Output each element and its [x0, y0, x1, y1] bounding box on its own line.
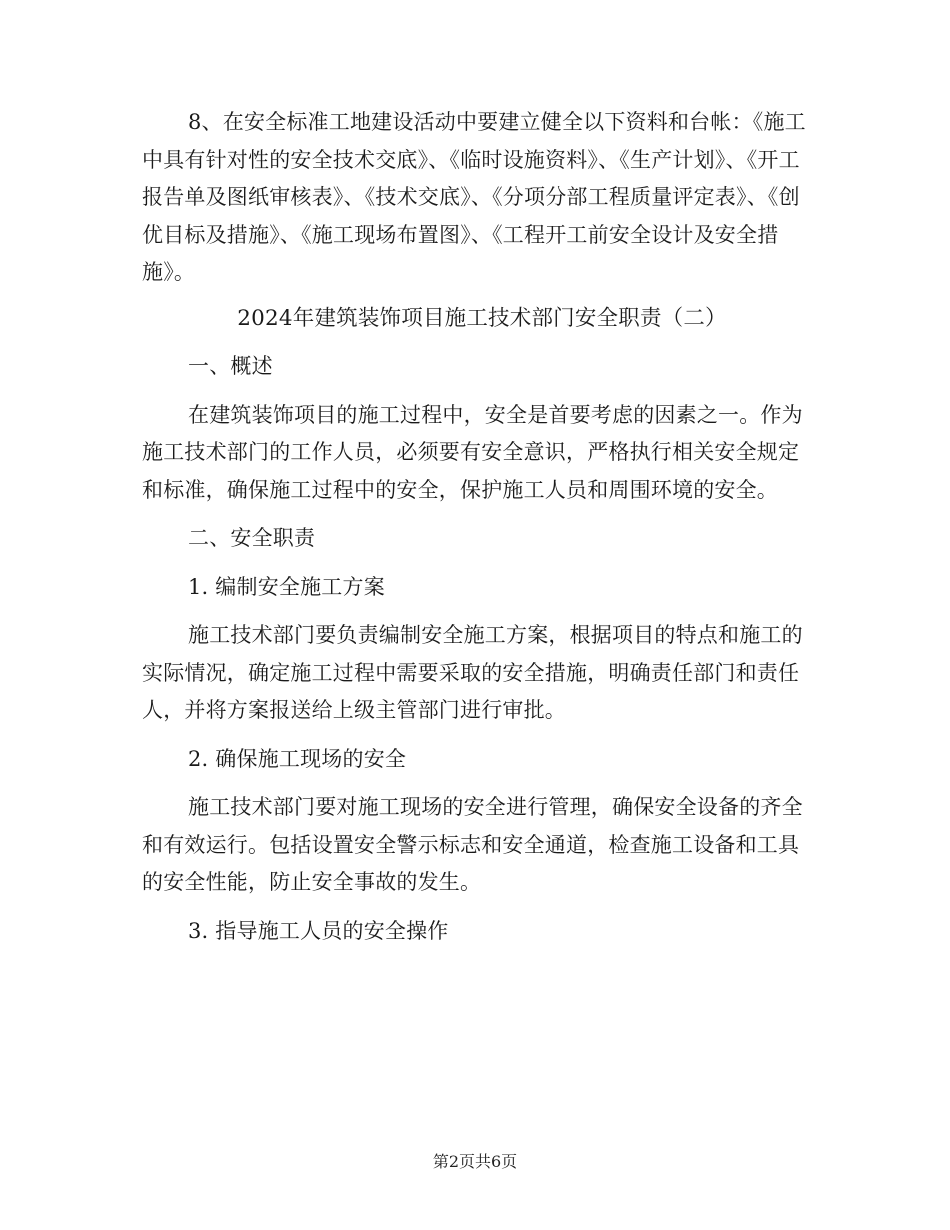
section-title: 2024年建筑装饰项目施工技术部门安全职责（二） — [237, 305, 727, 331]
paragraph-overview: 在建筑装饰项目的施工过程中，安全是首要考虑的因素之一。作为施工技术部门的工作人员，必须要有安全意识，严格执行相关安全规定和标准，确保施工过程中的安全，保护施工人员和周围环境的安全。 — [142, 402, 803, 502]
paragraph-item-8: 8、在安全标准工地建设活动中要建立健全以下资料和台帐：《施工中具有针对性的安全技术交底》、《临时设施资料》、《生产计划》、《开工报告单及图纸审核表》、《技术交底》、《分项分部工程质量评定表》、《创优目标及措施》、《施工现场布置图》、《工程开工前安全设计及安全措施》。 — [142, 110, 806, 284]
page-number: 第2页共6页 — [432, 1152, 518, 1171]
document-page — [142, 104, 810, 950]
subheading-2: 2. 确保施工现场的安全 — [188, 746, 407, 771]
heading-safety-duties: 二、安全职责 — [188, 526, 316, 550]
paragraph-1: 施工技术部门要负责编制安全施工方案，根据项目的特点和施工的实际情况，确定施工过程中需要采取的安全措施，明确责任部门和责任人，并将方案报送给上级主管部门进行审批。 — [142, 623, 803, 722]
subheading-1: 1. 编制安全施工方案 — [188, 574, 385, 599]
paragraph-2: 施工技术部门要对施工现场的安全进行管理，确保安全设备的齐全和有效运行。包括设置安全警示标志和安全通道，检查施工设备和工具的安全性能，防止安全事故的发生。 — [142, 795, 803, 894]
heading-overview: 一、概述 — [188, 354, 273, 378]
subheading-3: 3. 指导施工人员的安全操作 — [188, 918, 449, 943]
